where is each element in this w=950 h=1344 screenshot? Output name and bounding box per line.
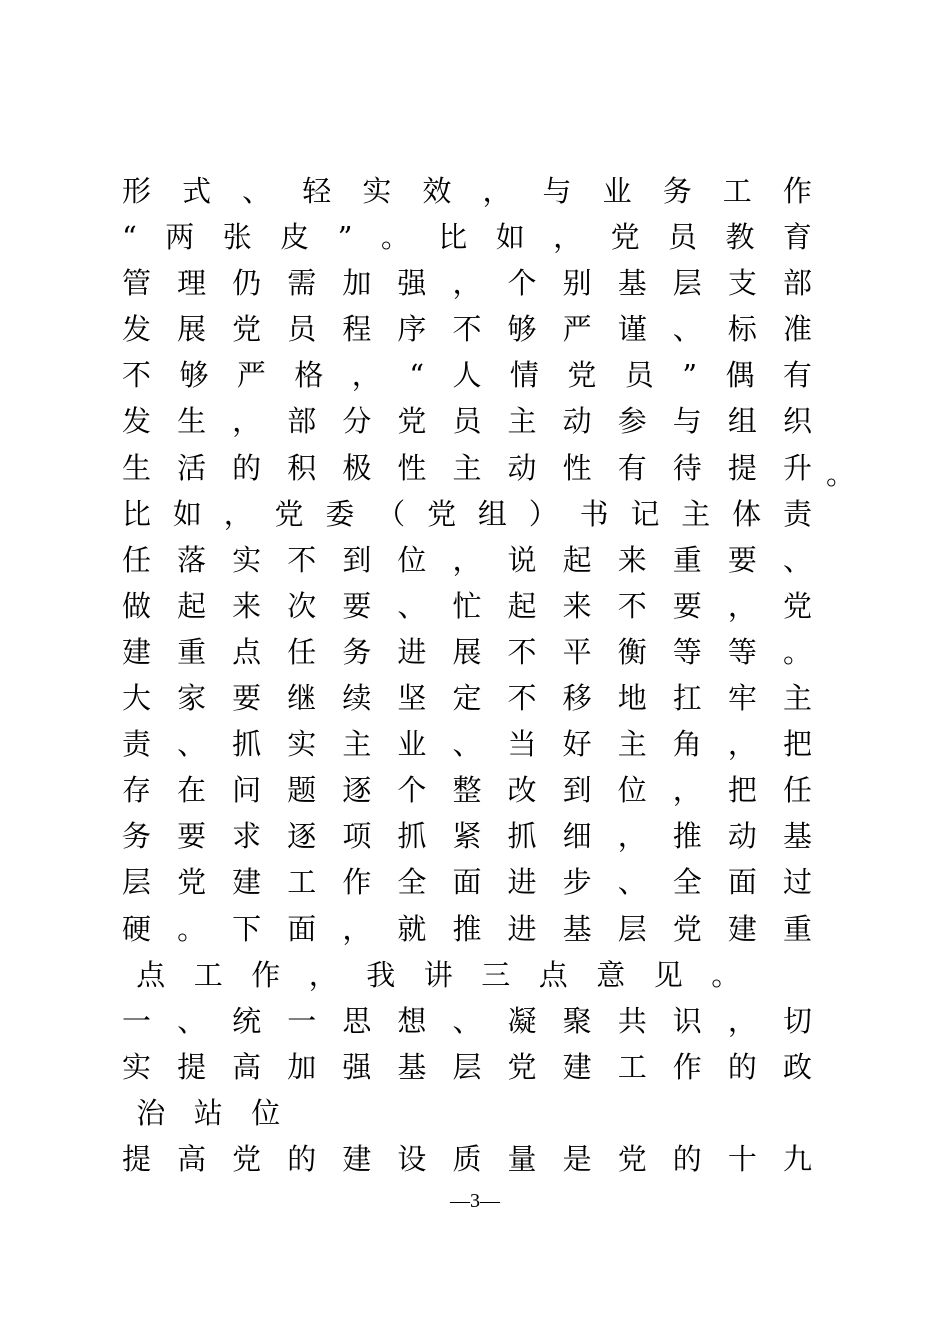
text-char: 政 [782,1049,812,1084]
text-char: 等 [727,634,757,669]
text-char: 。 [711,957,741,992]
text-char: 角 [672,727,702,762]
text-char: 是 [562,1141,592,1176]
text-char: 主 [342,727,372,762]
text-char: ） [528,496,558,531]
text-char: 与 [672,404,702,439]
text-char: 、 [177,1003,207,1038]
text-char: ， [452,542,482,577]
text-char: 三 [481,957,511,992]
text-char: 位 [617,773,647,808]
text-char: 思 [342,1003,372,1038]
body-text [122,168,812,1182]
text-char: 当 [507,727,537,762]
text-char: 党 [617,1141,647,1176]
text-char: 、 [397,588,427,623]
text-char: 层 [452,1049,482,1084]
text-char: 统 [232,1003,262,1038]
text-char: 。 [782,634,812,669]
text-char: 记 [630,496,660,531]
text-char: 情 [509,358,539,393]
text-char: 建 [727,911,757,946]
text-char: 极 [342,450,372,485]
section-heading-line [122,1090,812,1136]
text-char: 要 [177,819,207,854]
text-char: 张 [222,220,252,255]
text-char: 质 [452,1141,482,1176]
text-char: 不 [507,681,537,716]
text-char: 站 [193,1095,223,1130]
text-char: 的 [287,1141,317,1176]
text-char: 加 [342,266,372,301]
text-char: ， [617,819,647,854]
text-char: 家 [177,681,207,716]
text-char: 的 [727,1049,757,1084]
text-char: 一 [122,1003,152,1038]
text-char: 教 [725,220,755,255]
text-char: 共 [617,1003,647,1038]
text-char: 点 [538,957,568,992]
text-char: 业 [397,727,427,762]
text-char: 建 [122,634,152,669]
text-char: ， [727,1003,757,1038]
text-line [122,906,812,952]
text-char: 全 [397,865,427,900]
text-char: 主 [681,496,711,531]
text-char: 点 [136,957,166,992]
text-char: 格 [294,358,324,393]
text-char: ， [308,957,338,992]
text-char: 想 [397,1003,427,1038]
text-char: 层 [122,865,152,900]
text-char: 、 [177,727,207,762]
text-char: 改 [507,773,537,808]
text-char: 准 [782,312,812,347]
text-char: 部 [782,266,812,301]
text-char: 委 [325,496,355,531]
text-char: 重 [782,911,812,946]
text-char: 生 [122,450,152,485]
text-line [122,168,812,214]
text-char: 务 [662,174,692,208]
text-char: 问 [232,773,262,808]
text-char: 个 [507,266,537,301]
text-char: 责 [122,727,152,762]
text-char: 次 [287,588,317,623]
text-char: 基 [617,266,647,301]
text-char: 起 [507,588,537,623]
text-line [122,260,812,306]
text-char: 理 [177,266,207,301]
text-line [122,445,812,491]
text-char: 强 [342,1049,372,1084]
text-char: 起 [562,542,592,577]
text-char: 比 [438,220,468,255]
text-char: ， [482,174,512,208]
text-char: 动 [562,404,592,439]
text-char: 够 [179,358,209,393]
text-char: 进 [507,865,537,900]
text-char: 任 [287,634,317,669]
text-line [122,767,812,813]
text-char: 紧 [452,819,482,854]
section-heading-line [122,998,812,1044]
text-char: 党 [427,496,457,531]
text-char: 整 [452,773,482,808]
text-char: 别 [562,266,592,301]
text-char: 待 [672,450,702,485]
text-char: 加 [287,1049,317,1084]
text-char: 仍 [232,266,262,301]
text-line [122,859,812,905]
text-char: 。 [380,220,410,255]
text-char: 比 [122,496,152,531]
text-char: 治 [136,1095,166,1130]
text-char: 责 [782,496,812,531]
text-char: 发 [122,404,152,439]
text-char: 抓 [397,819,427,854]
text-char: 实 [362,174,392,208]
text-char: 实 [232,542,262,577]
text-char: ， [727,588,757,623]
text-char: 等 [672,634,702,669]
text-char: 面 [287,911,317,946]
text-char: 主 [782,681,812,716]
text-char: 见 [653,957,683,992]
text-char: 把 [727,773,757,808]
text-char: 过 [782,865,812,900]
text-char: 积 [287,450,317,485]
text-char: 来 [617,542,647,577]
text-char: 重 [177,634,207,669]
text-char: 业 [602,174,632,208]
text-char: 实 [122,1049,152,1084]
text-char: ， [672,773,702,808]
text-char: 项 [342,819,372,854]
text-char: 我 [366,957,396,992]
text-char: 进 [397,634,427,669]
text-char: 党 [782,588,812,623]
text-char: 来 [562,588,592,623]
text-char: 不 [617,588,647,623]
text-char: 形 [122,174,152,208]
text-char: 参 [617,404,647,439]
text-char: 讲 [423,957,453,992]
text-char: 员 [287,312,317,347]
overflow-punctuation: 。 [826,457,856,491]
text-char: 不 [452,312,482,347]
text-char: 续 [342,681,372,716]
text-char: 设 [397,1141,427,1176]
section-heading-line [122,1044,812,1090]
text-char: 员 [624,358,654,393]
text-char: 员 [452,404,482,439]
text-char: 主 [507,404,537,439]
text-char: 平 [562,634,592,669]
text-line [122,952,812,998]
text-char: 说 [507,542,537,577]
text-char: 标 [727,312,757,347]
text-char: 、 [452,727,482,762]
text-char: 就 [397,911,427,946]
text-char: 高 [177,1141,207,1176]
text-line [122,214,812,260]
text-char: 活 [177,450,207,485]
text-char: 十 [727,1141,757,1176]
text-char: 个 [397,773,427,808]
text-char: 量 [507,1141,537,1176]
text-char: 书 [579,496,609,531]
text-char: 面 [452,865,482,900]
text-char: 党 [177,865,207,900]
text-char: 题 [287,773,317,808]
text-char: 扛 [672,681,702,716]
text-char: 作 [672,1049,702,1084]
text-char: 做 [122,588,152,623]
text-char: 强 [397,266,427,301]
text-char: 意 [596,957,626,992]
text-char: 基 [397,1049,427,1084]
text-char: 层 [672,266,702,301]
text-line [122,629,812,675]
text-char: 党 [567,358,597,393]
text-char: 的 [672,1141,702,1176]
text-char: 支 [727,266,757,301]
text-char: 组 [477,496,507,531]
text-char: ， [452,266,482,301]
text-char: 在 [177,773,207,808]
text-char: ， [342,911,372,946]
text-char: 、 [617,865,647,900]
text-char: 党 [232,1141,262,1176]
text-char: 步 [562,865,592,900]
text-char: 任 [782,773,812,808]
text-char: 推 [672,819,702,854]
text-char: 程 [342,312,372,347]
text-char: 轻 [302,174,332,208]
text-char: 与 [542,174,572,208]
text-char: 推 [452,911,482,946]
text-char: 要 [672,588,702,623]
text-char: 来 [232,588,262,623]
text-char: 发 [122,312,152,347]
text-char: 。 [177,911,207,946]
text-char: 位 [397,542,427,577]
text-char: 党 [232,312,262,347]
text-char: 、 [782,542,812,577]
text-char: 、 [242,174,272,208]
text-char: 、 [672,312,702,347]
text-char: 的 [232,450,262,485]
text-char: （ [376,496,406,531]
text-char: 两 [165,220,195,255]
text-char: 实 [287,727,317,762]
text-char: 不 [122,358,152,393]
text-char: 工 [193,957,223,992]
text-char: ， [232,404,262,439]
text-char: 有 [617,450,647,485]
text-char: 建 [342,1141,372,1176]
text-char: 偶 [725,358,755,393]
page-number: —3— [450,1190,500,1212]
text-char: 继 [287,681,317,716]
text-char: 党 [507,1049,537,1084]
text-char: 管 [122,266,152,301]
text-char: 九 [782,1141,812,1176]
text-char: 位 [251,1095,281,1130]
text-char: 要 [727,542,757,577]
text-line [122,583,812,629]
text-char: 体 [732,496,762,531]
text-char: 皮 [280,220,310,255]
text-char: 如 [495,220,525,255]
text-char: 地 [617,681,647,716]
text-char: 务 [342,634,372,669]
text-char: 展 [177,312,207,347]
text-char: “ [122,220,137,255]
text-char: 党 [274,496,304,531]
text-char: 硬 [122,911,152,946]
text-char: 生 [177,404,207,439]
text-char: 基 [782,819,812,854]
text-char: 坚 [397,681,427,716]
text-char: 好 [562,727,592,762]
text-char: 效 [422,174,452,208]
text-char: 工 [617,1049,647,1084]
text-char: 动 [507,450,537,485]
text-char: 需 [287,266,317,301]
text-line [122,1136,812,1182]
text-char: 到 [342,542,372,577]
text-char: “ [409,358,425,393]
text-char: 基 [562,911,592,946]
text-char: 定 [452,681,482,716]
text-char: 不 [287,542,317,577]
text-char: 务 [122,819,152,854]
text-char: 层 [617,911,647,946]
text-char: 育 [782,220,812,255]
text-char: 人 [452,358,482,393]
text-line [122,491,812,537]
text-char: 逐 [342,773,372,808]
text-char: 工 [287,865,317,900]
text-char: 聚 [562,1003,592,1038]
text-char: 提 [727,450,757,485]
text-char: 建 [232,865,262,900]
text-char: 性 [397,450,427,485]
text-char: 任 [122,542,152,577]
text-char: 点 [232,634,262,669]
text-char: 谨 [617,312,647,347]
text-char: ， [553,220,583,255]
text-char: 建 [562,1049,592,1084]
text-char: 严 [236,358,266,393]
text-char: ” [682,358,698,393]
text-char: 逐 [287,819,317,854]
text-char: 员 [668,220,698,255]
text-char: ， [223,496,253,531]
text-char: 识 [672,1003,702,1038]
text-line [122,721,812,767]
text-char: 织 [782,404,812,439]
text-char: 工 [722,174,752,208]
text-char: 党 [397,404,427,439]
text-char: 够 [507,312,537,347]
text-char: 提 [177,1049,207,1084]
text-char: 展 [452,634,482,669]
text-char: 下 [232,911,262,946]
text-char: 细 [562,819,592,854]
text-char: ， [351,358,381,393]
text-char: 大 [122,681,152,716]
text-char: 组 [727,404,757,439]
text-char: 动 [727,819,757,854]
text-char: 把 [782,727,812,762]
text-char: 移 [562,681,592,716]
text-line [122,537,812,583]
text-char: 全 [672,865,702,900]
text-char: 高 [232,1049,262,1084]
text-char: 、 [452,1003,482,1038]
text-char: 分 [342,404,372,439]
text-char: 牢 [727,681,757,716]
text-char: 有 [782,358,812,393]
text-char: ， [727,727,757,762]
text-char: 党 [610,220,640,255]
text-line [122,352,812,398]
text-line [122,306,812,352]
text-char: 切 [782,1003,812,1038]
text-char: 要 [342,588,372,623]
text-char: 部 [287,404,317,439]
text-char: 不 [507,634,537,669]
text-line [122,813,812,859]
text-char: 作 [251,957,281,992]
text-char: 党 [672,911,702,946]
text-char: 提 [122,1141,152,1176]
text-char: 落 [177,542,207,577]
text-char: 性 [562,450,592,485]
text-char: 抓 [507,819,537,854]
text-char: 严 [562,312,592,347]
text-char: 面 [727,865,757,900]
text-char: 作 [782,174,812,208]
text-char: 作 [342,865,372,900]
text-char: 到 [562,773,592,808]
text-char: 式 [182,174,212,208]
text-char: 存 [122,773,152,808]
text-char: 主 [452,450,482,485]
text-char: 起 [177,588,207,623]
text-char: ” [337,220,353,255]
text-line [122,398,812,444]
text-char: 抓 [232,727,262,762]
text-line [122,675,812,721]
text-char: 如 [172,496,202,531]
text-char: 一 [287,1003,317,1038]
text-char: 重 [672,542,702,577]
text-char: 进 [507,911,537,946]
text-char: 主 [617,727,647,762]
text-char: 凝 [507,1003,537,1038]
text-char: 序 [397,312,427,347]
text-char: 衡 [617,634,647,669]
text-char: 要 [232,681,262,716]
text-char: 升 [782,450,812,485]
text-char: 求 [232,819,262,854]
text-char: 忙 [452,588,482,623]
